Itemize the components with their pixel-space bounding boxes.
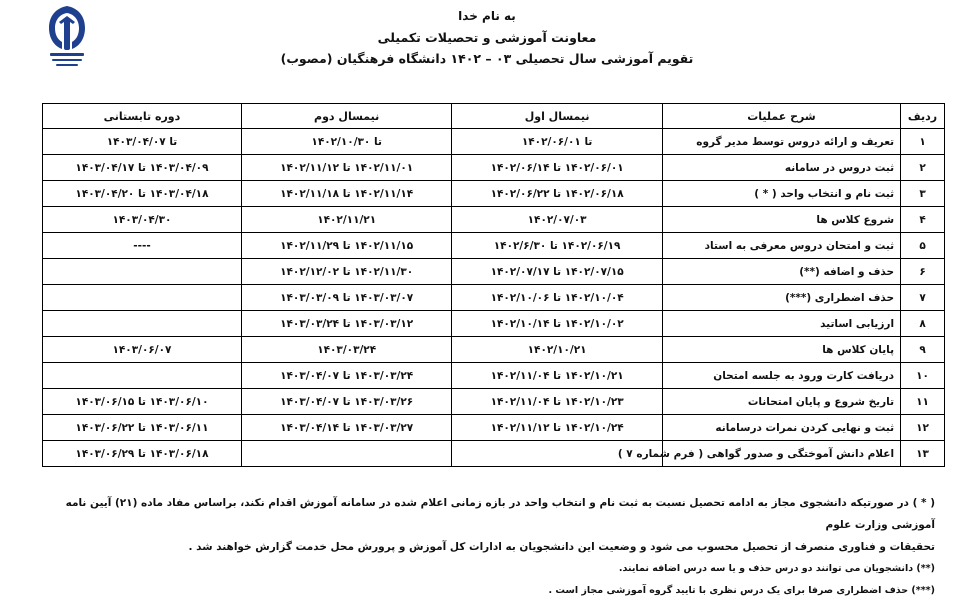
cell-sem2: ۱۴۰۳/۰۳/۲۴ تا ۱۴۰۳/۰۴/۰۷ [241, 363, 451, 389]
table-row [43, 129, 945, 155]
header-num: ردیف [901, 104, 945, 129]
cell-desc: ثبت و نهایی کردن نمرات درسامانه [662, 415, 900, 441]
cell-desc: شروع کلاس ها [662, 207, 900, 233]
cell-sem2: ۱۴۰۳/۰۳/۲۶ تا ۱۴۰۳/۰۴/۰۷ [241, 389, 451, 415]
table-row [43, 389, 945, 415]
cell-desc: دریافت کارت ورود به جلسه امتحان [662, 363, 900, 389]
cell-sem1: ۱۴۰۲/۱۰/۰۲ تا ۱۴۰۲/۱۰/۱۴ [452, 311, 662, 337]
calendar-title: تقویم آموزشی سال تحصیلی ۰۳ – ۱۴۰۲ دانشگاه فرهنگیان (مصوب) [280, 51, 694, 66]
cell-desc: پایان کلاس ها [662, 337, 900, 363]
footnote-2: (**) دانشجویان می توانند دو درس حذف و یا سه درس اضافه نمایند. [618, 563, 935, 574]
cell-num: ۱۱ [901, 389, 945, 415]
footnote-3: (***) حذف اضطراری صرفا برای یک درس نظری با تایید گروه آموزشی مجاز است . [548, 585, 935, 596]
footnotes [20, 492, 935, 602]
cell-summer [43, 259, 242, 285]
cell-sem1: ۱۴۰۲/۱۰/۲۱ تا ۱۴۰۲/۱۱/۰۴ [452, 363, 662, 389]
table-header-row [43, 104, 945, 129]
cell-sem1: ۱۴۰۲/۰۷/۱۵ تا ۱۴۰۲/۰۷/۱۷ [452, 259, 662, 285]
cell-sem2: ۱۴۰۲/۱۱/۳۰ تا ۱۴۰۲/۱۲/۰۲ [241, 259, 451, 285]
cell-summer: ۱۴۰۳/۰۴/۳۰ [43, 207, 242, 233]
cell-summer [43, 363, 242, 389]
header-summer: دوره تابستانی [43, 104, 242, 129]
cell-summer: ۱۴۰۳/۰۴/۱۸ تا ۱۴۰۳/۰۴/۲۰ [43, 181, 242, 207]
table-row [43, 311, 945, 337]
cell-num: ۲ [901, 155, 945, 181]
cell-sem2 [241, 441, 451, 467]
table-row [43, 155, 945, 181]
cell-summer: ۱۴۰۳/۰۶/۰۷ [43, 337, 242, 363]
cell-sem2: ۱۴۰۳/۰۳/۰۷ تا ۱۴۰۳/۰۳/۰۹ [241, 285, 451, 311]
cell-sem1: ۱۴۰۲/۱۰/۰۴ تا ۱۴۰۲/۱۰/۰۶ [452, 285, 662, 311]
table-row [43, 337, 945, 363]
cell-sem1: ۱۴۰۲/۰۶/۰۱ تا ۱۴۰۲/۰۶/۱۴ [452, 155, 662, 181]
cell-sem1: ۱۴۰۲/۰۶/۱۹ تا ۱۴۰۲/۶/۳۰ [452, 233, 662, 259]
bismillah-line: به نام خدا [458, 9, 516, 23]
cell-sem1: ۱۴۰۲/۰۷/۰۳ [452, 207, 662, 233]
cell-num: ۸ [901, 311, 945, 337]
table-row [43, 181, 945, 207]
cell-num: ۶ [901, 259, 945, 285]
cell-summer: ۱۴۰۳/۰۶/۱۰ تا ۱۴۰۳/۰۶/۱۵ [43, 389, 242, 415]
document-header [0, 6, 974, 69]
header-desc: شرح عملیات [662, 104, 900, 129]
cell-sem2: ۱۴۰۳/۰۳/۱۲ تا ۱۴۰۳/۰۳/۲۴ [241, 311, 451, 337]
cell-desc: ثبت نام و انتخاب واحد ( * ) [662, 181, 900, 207]
cell-sem2: ۱۴۰۳/۰۳/۲۴ [241, 337, 451, 363]
cell-desc: تعریف و ارائه دروس توسط مدیر گروه [662, 129, 900, 155]
cell-num: ۱ [901, 129, 945, 155]
department-title: معاونت آموزشی و تحصیلات تکمیلی [377, 30, 597, 45]
footnote-1: ( * ) در صورتیکه دانشجوی مجاز به ادامه تحصیل نسبت به ثبت نام و انتخاب واحد در بازه زمانی اعلام شده در سامانه آموزش اقدام نکند، براساس مفاد ماده (۲۱) آیین نامه آموزشی وزارت علوم [65, 497, 935, 531]
cell-summer: ---- [43, 233, 242, 259]
cell-desc: حذف و اضافه (**) [662, 259, 900, 285]
table-row [43, 363, 945, 389]
academic-calendar-table [42, 103, 945, 467]
cell-summer: ۱۴۰۳/۰۴/۰۹ تا ۱۴۰۳/۰۴/۱۷ [43, 155, 242, 181]
cell-num: ۴ [901, 207, 945, 233]
table-row [43, 285, 945, 311]
cell-desc: تاریخ شروع و پایان امتحانات [662, 389, 900, 415]
footnote-1-continued: تحقیقات و فناوری منصرف از تحصیل محسوب می شود و وضعیت این دانشجویان به ادارات کل آموزش و پرورش محل خدمت گزارش خواهند شد . [188, 541, 935, 553]
cell-sem1: ۱۴۰۲/۱۰/۲۴ تا ۱۴۰۲/۱۱/۱۲ [452, 415, 662, 441]
cell-summer [43, 311, 242, 337]
cell-num: ۷ [901, 285, 945, 311]
cell-sem1: ۱۴۰۲/۱۰/۲۳ تا ۱۴۰۲/۱۱/۰۴ [452, 389, 662, 415]
cell-sem2: ۱۴۰۲/۱۱/۱۵ تا ۱۴۰۲/۱۱/۲۹ [241, 233, 451, 259]
cell-summer: ۱۴۰۳/۰۶/۱۱ تا ۱۴۰۳/۰۶/۲۲ [43, 415, 242, 441]
cell-sem2: ۱۴۰۳/۰۳/۲۷ تا ۱۴۰۳/۰۴/۱۴ [241, 415, 451, 441]
table-row [43, 441, 945, 467]
cell-desc: اعلام دانش آموختگی و صدور گواهی ( فرم شماره ۷ ) [662, 441, 900, 467]
header-sem1: نیمسال اول [452, 104, 662, 129]
cell-summer: ۱۴۰۳/۰۶/۱۸ تا ۱۴۰۳/۰۶/۲۹ [43, 441, 242, 467]
cell-num: ۹ [901, 337, 945, 363]
cell-num: ۳ [901, 181, 945, 207]
cell-desc: ثبت و امتحان دروس معرفی به استاد [662, 233, 900, 259]
cell-summer: تا ۱۴۰۳/۰۴/۰۷ [43, 129, 242, 155]
cell-num: ۱۰ [901, 363, 945, 389]
cell-sem2: ۱۴۰۲/۱۱/۰۱ تا ۱۴۰۲/۱۱/۱۲ [241, 155, 451, 181]
cell-num: ۱۲ [901, 415, 945, 441]
cell-desc: ثبت دروس در سامانه [662, 155, 900, 181]
cell-desc: حذف اضطراری (***) [662, 285, 900, 311]
table-row [43, 259, 945, 285]
cell-sem1: ۱۴۰۲/۰۶/۱۸ تا ۱۴۰۲/۰۶/۲۲ [452, 181, 662, 207]
cell-sem1: تا ۱۴۰۲/۰۶/۰۱ [452, 129, 662, 155]
cell-sem2: تا ۱۴۰۲/۱۰/۳۰ [241, 129, 451, 155]
cell-num: ۵ [901, 233, 945, 259]
cell-sem2: ۱۴۰۲/۱۱/۱۴ تا ۱۴۰۲/۱۱/۱۸ [241, 181, 451, 207]
table-row [43, 233, 945, 259]
cell-num: ۱۳ [901, 441, 945, 467]
table-row [43, 207, 945, 233]
header-sem2: نیمسال دوم [241, 104, 451, 129]
cell-summer [43, 285, 242, 311]
table-row [43, 415, 945, 441]
cell-sem1: ۱۴۰۲/۱۰/۲۱ [452, 337, 662, 363]
cell-sem2: ۱۴۰۲/۱۱/۲۱ [241, 207, 451, 233]
cell-desc: ارزیابی اساتید [662, 311, 900, 337]
